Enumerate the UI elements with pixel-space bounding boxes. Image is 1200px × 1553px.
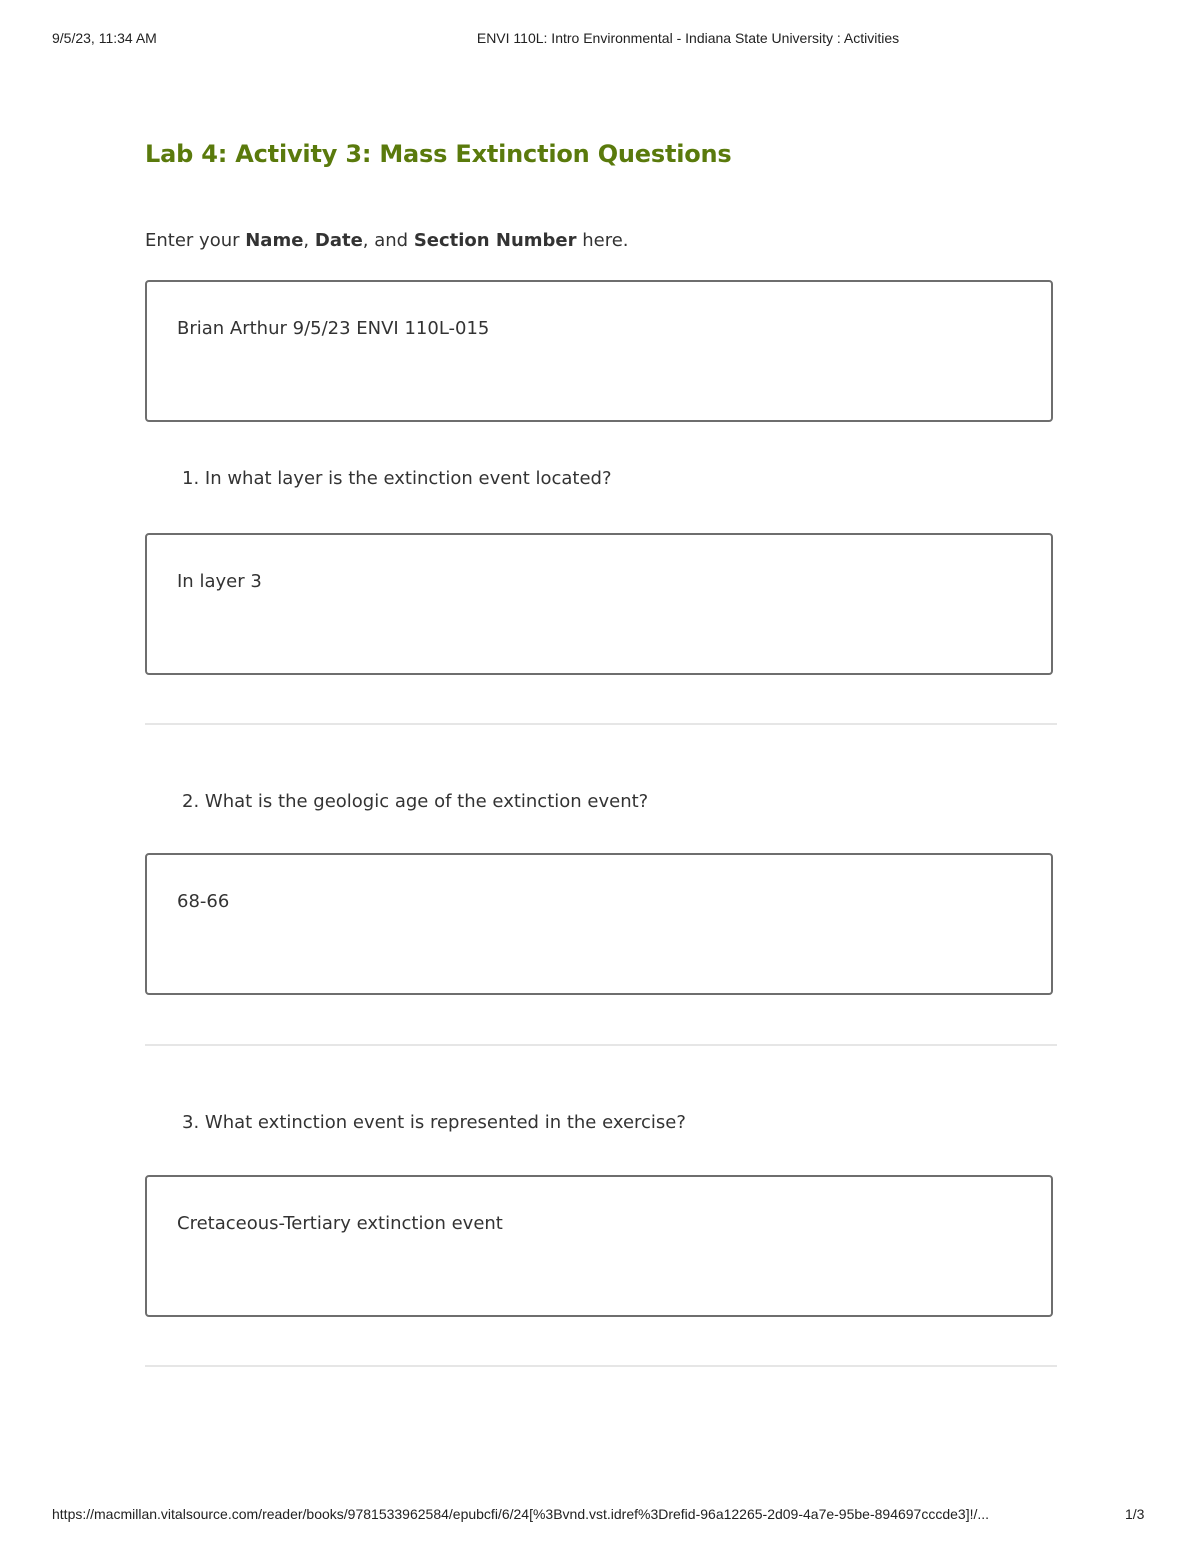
identity-answer-text: Brian Arthur 9/5/23 ENVI 110L-015: [177, 318, 490, 339]
question-1-label: 1. In what layer is the extinction event located?: [182, 468, 612, 489]
identity-answer-field[interactable]: [145, 280, 1053, 422]
question-2-answer-field[interactable]: [145, 853, 1053, 995]
question-2-label: 2. What is the geologic age of the extinction event?: [182, 791, 649, 812]
intro-suffix: here.: [576, 230, 629, 251]
question-2-answer-text: 68-66: [177, 891, 230, 912]
section-divider: [145, 1044, 1057, 1046]
question-1-answer-text: In layer 3: [177, 571, 262, 592]
identity-instructions: [145, 230, 629, 251]
question-3-label: 3. What extinction event is represented in the exercise?: [182, 1112, 686, 1133]
section-divider: [145, 723, 1057, 725]
page-title: Lab 4: Activity 3: Mass Extinction Questions: [145, 140, 732, 168]
page-number: 1/3: [1125, 1506, 1145, 1522]
intro-separator: , and: [362, 230, 414, 251]
print-header: [0, 30, 1200, 50]
intro-separator: ,: [303, 230, 315, 251]
intro-name-label: Name: [245, 230, 304, 251]
print-document-title: ENVI 110L: Intro Environmental - Indiana State University : Activities: [476, 30, 900, 46]
section-divider: [145, 1365, 1057, 1367]
print-footer: [0, 1506, 1200, 1526]
question-3-answer-text: Cretaceous-Tertiary extinction event: [177, 1213, 503, 1234]
intro-date-label: Date: [314, 230, 363, 251]
intro-section-label: Section Number: [413, 230, 577, 251]
intro-prefix: Enter your: [145, 230, 246, 251]
print-timestamp: 9/5/23, 11:34 AM: [52, 30, 157, 46]
question-3-answer-field[interactable]: [145, 1175, 1053, 1317]
question-1-answer-field[interactable]: [145, 533, 1053, 675]
page-url: https://macmillan.vitalsource.com/reader/books/9781533962584/epubcfi/6/24[%3Bvnd.vst.idref%3Drefid-96a12265-2d09-4a7e-95be-894697cccde3]!/...: [52, 1506, 990, 1522]
